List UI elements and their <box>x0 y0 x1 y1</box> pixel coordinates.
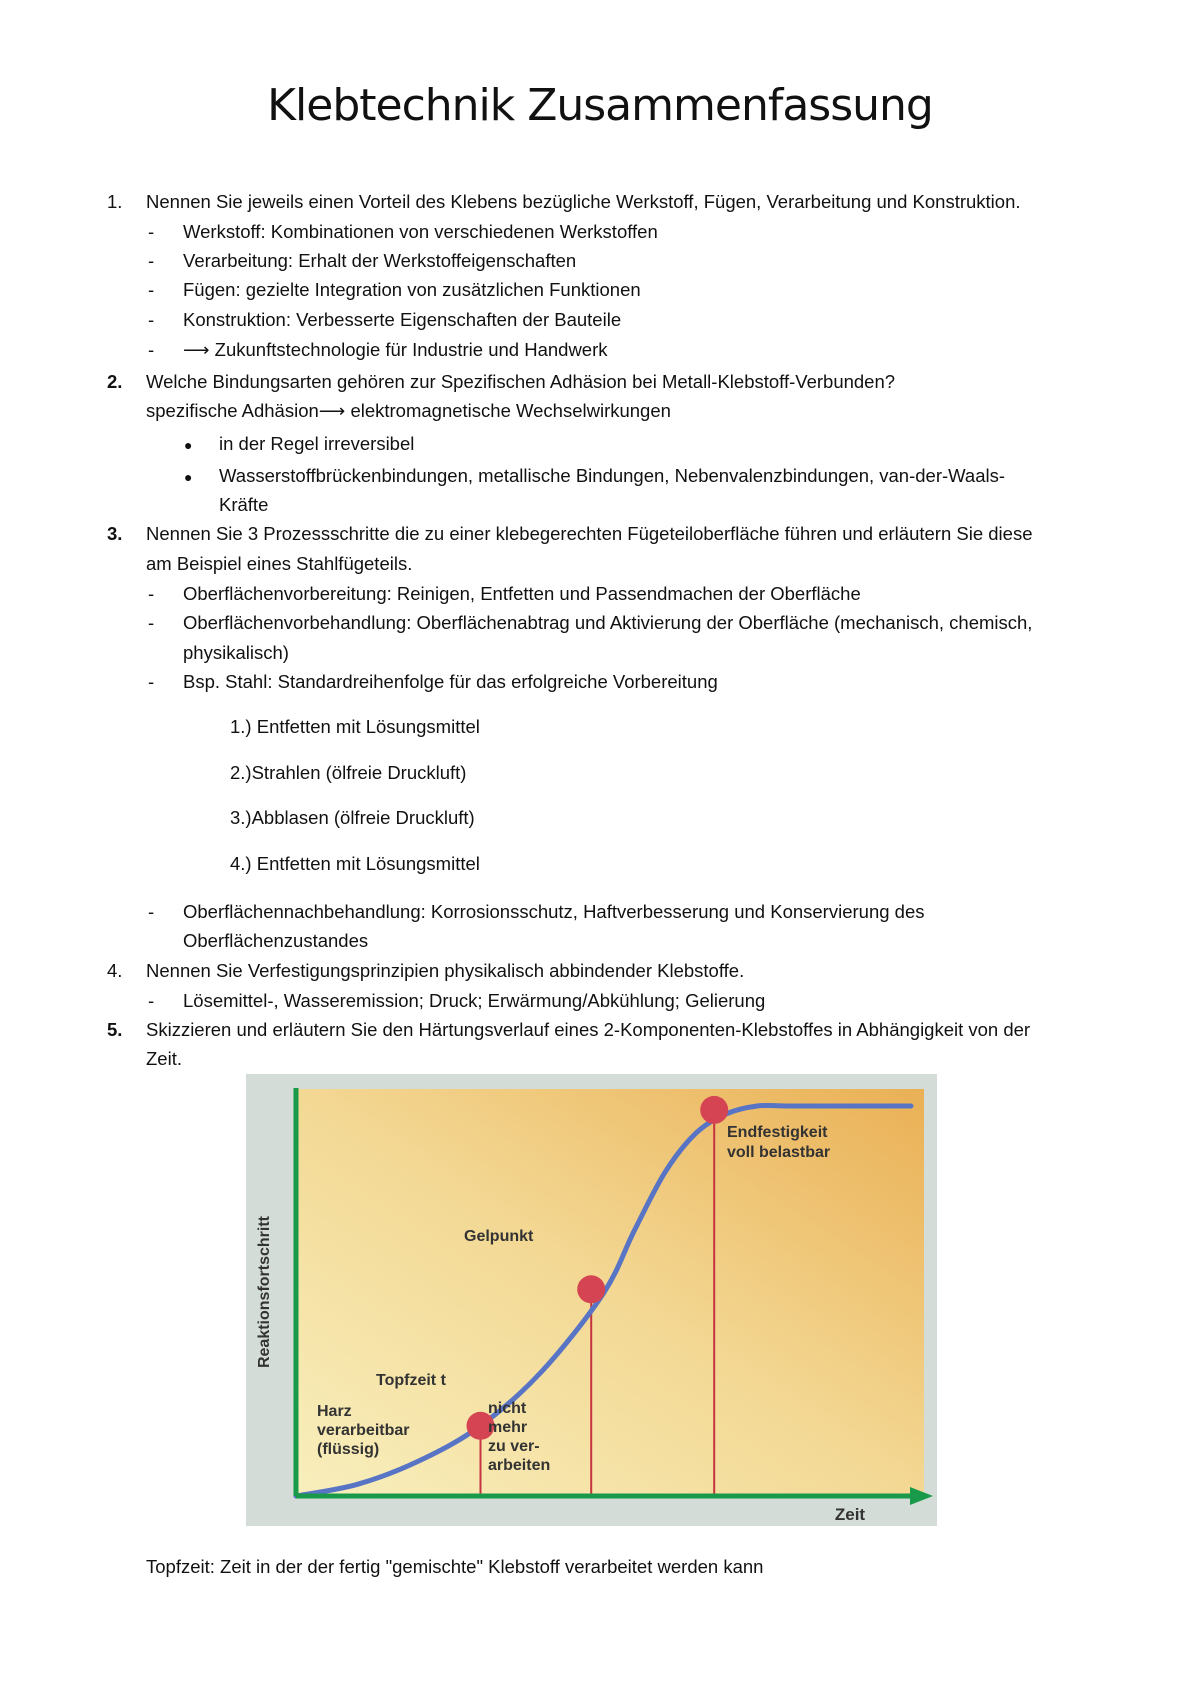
q4-number: 4. <box>107 960 123 981</box>
q3-step: 2.)Strahlen (ölfreie Druckluft) <box>230 762 467 783</box>
q3-answer: Bsp. Stahl: Standardreihenfolge für das erfolgreiche Vorbereitung <box>183 671 718 692</box>
annotation-nicht: arbeiten <box>488 1457 551 1474</box>
dash-marker: - <box>148 990 155 1011</box>
q3-after-continued: Oberflächenzustandes <box>183 930 369 951</box>
q1-answer: Konstruktion: Verbesserte Eigenschaften der Bauteile <box>183 309 622 330</box>
q2-bullet: in der Regel irreversibel <box>219 433 415 454</box>
page-title: Klebtechnik Zusammenfassung <box>267 80 933 131</box>
q3-step: 1.) Entfetten mit Lösungsmittel <box>230 716 480 737</box>
curing-chart <box>246 1074 937 1526</box>
q2-question: Welche Bindungsarten gehören zur Spezifischen Adhäsion bei Metall-Klebstoff-Verbunden? <box>146 371 896 392</box>
annotation-gelpunkt: Gelpunkt <box>464 1228 534 1245</box>
marker-point <box>577 1275 605 1303</box>
dash-marker: - <box>148 901 155 922</box>
dash-marker: - <box>148 250 155 271</box>
annotation-topfzeit: Topfzeit t <box>376 1372 446 1389</box>
dash-marker: - <box>148 221 155 242</box>
annotation-harz: verarbeitbar <box>317 1422 410 1439</box>
x-axis-label: Zeit <box>834 1505 866 1524</box>
dash-marker: - <box>148 279 155 300</box>
dash-marker: - <box>148 583 155 604</box>
y-axis-label: Reaktionsfortschritt <box>256 1215 273 1369</box>
q4-question: Nennen Sie Verfestigungsprinzipien physikalisch abbindender Klebstoffe. <box>146 960 745 981</box>
annotation-nicht: nicht <box>488 1400 527 1417</box>
annotation-nicht: zu ver- <box>488 1438 540 1455</box>
q3-answer: Oberflächenvorbereitung: Reinigen, Entfetten und Passendmachen der Oberfläche <box>183 583 861 604</box>
marker-point <box>700 1096 728 1124</box>
q3-after: Oberflächennachbehandlung: Korrosionsschutz, Haftverbesserung und Konservierung des <box>183 901 925 922</box>
q2-number: 2. <box>107 371 123 392</box>
footer-note: Topfzeit: Zeit in der der fertig "gemischte" Klebstoff verarbeitet werden kann <box>146 1556 764 1577</box>
q1-answer: Werkstoff: Kombinationen von verschiedenen Werkstoffen <box>183 221 658 242</box>
q2-bullet: Wasserstoffbrückenbindungen, metallische Bindungen, Nebenvalenzbindungen, van-der-Waals- <box>219 465 1006 486</box>
dash-marker: - <box>148 339 155 360</box>
bullet-marker: ● <box>184 469 193 485</box>
q1-question: Nennen Sie jeweils einen Vorteil des Klebens bezügliche Werkstoff, Fügen, Verarbeitung und Konstruktion. <box>146 191 1021 212</box>
q1-answer: ⟶ Zukunftstechnologie für Industrie und Handwerk <box>183 339 608 360</box>
q3-number: 3. <box>107 523 123 544</box>
q1-number: 1. <box>107 191 123 212</box>
annotation-nicht: mehr <box>488 1419 528 1436</box>
bullet-marker: ● <box>184 437 193 453</box>
annotation-endfestigkeit: Endfestigkeit <box>727 1124 828 1141</box>
q3-step: 4.) Entfetten mit Lösungsmittel <box>230 853 480 874</box>
q2-bullet-continued: Kräfte <box>219 494 269 515</box>
q3-question-continued: am Beispiel eines Stahlfügeteils. <box>146 553 413 574</box>
dash-marker: - <box>148 671 155 692</box>
q4-answer: Lösemittel-, Wasseremission; Druck; Erwärmung/Abkühlung; Gelierung <box>183 990 766 1011</box>
q3-answer-continued: physikalisch) <box>183 642 289 663</box>
annotation-endfestigkeit: voll belastbar <box>727 1144 831 1161</box>
annotation-harz: (flüssig) <box>317 1441 380 1458</box>
q5-number: 5. <box>107 1019 123 1040</box>
q2-intro: spezifische Adhäsion⟶ elektromagnetische Wechselwirkungen <box>146 400 671 421</box>
dash-marker: - <box>148 612 155 633</box>
q5-question: Skizzieren und erläutern Sie den Härtungsverlauf eines 2-Komponenten-Klebstoffes in Abhängigkeit von der <box>146 1019 1031 1040</box>
q3-answer: Oberflächenvorbehandlung: Oberflächenabtrag und Aktivierung der Oberfläche (mechanisch, chemisch, <box>183 612 1033 633</box>
q3-step: 3.)Abblasen (ölfreie Druckluft) <box>230 807 475 828</box>
dash-marker: - <box>148 309 155 330</box>
q1-answer: Fügen: gezielte Integration von zusätzlichen Funktionen <box>183 279 641 300</box>
q1-answer: Verarbeitung: Erhalt der Werkstoffeigenschaften <box>183 250 577 271</box>
q5-question-continued: Zeit. <box>146 1048 182 1069</box>
q3-question: Nennen Sie 3 Prozessschritte die zu einer klebegerechten Fügeteiloberfläche führen und erläutern Sie diese <box>146 523 1033 544</box>
annotation-harz: Harz <box>317 1403 352 1420</box>
